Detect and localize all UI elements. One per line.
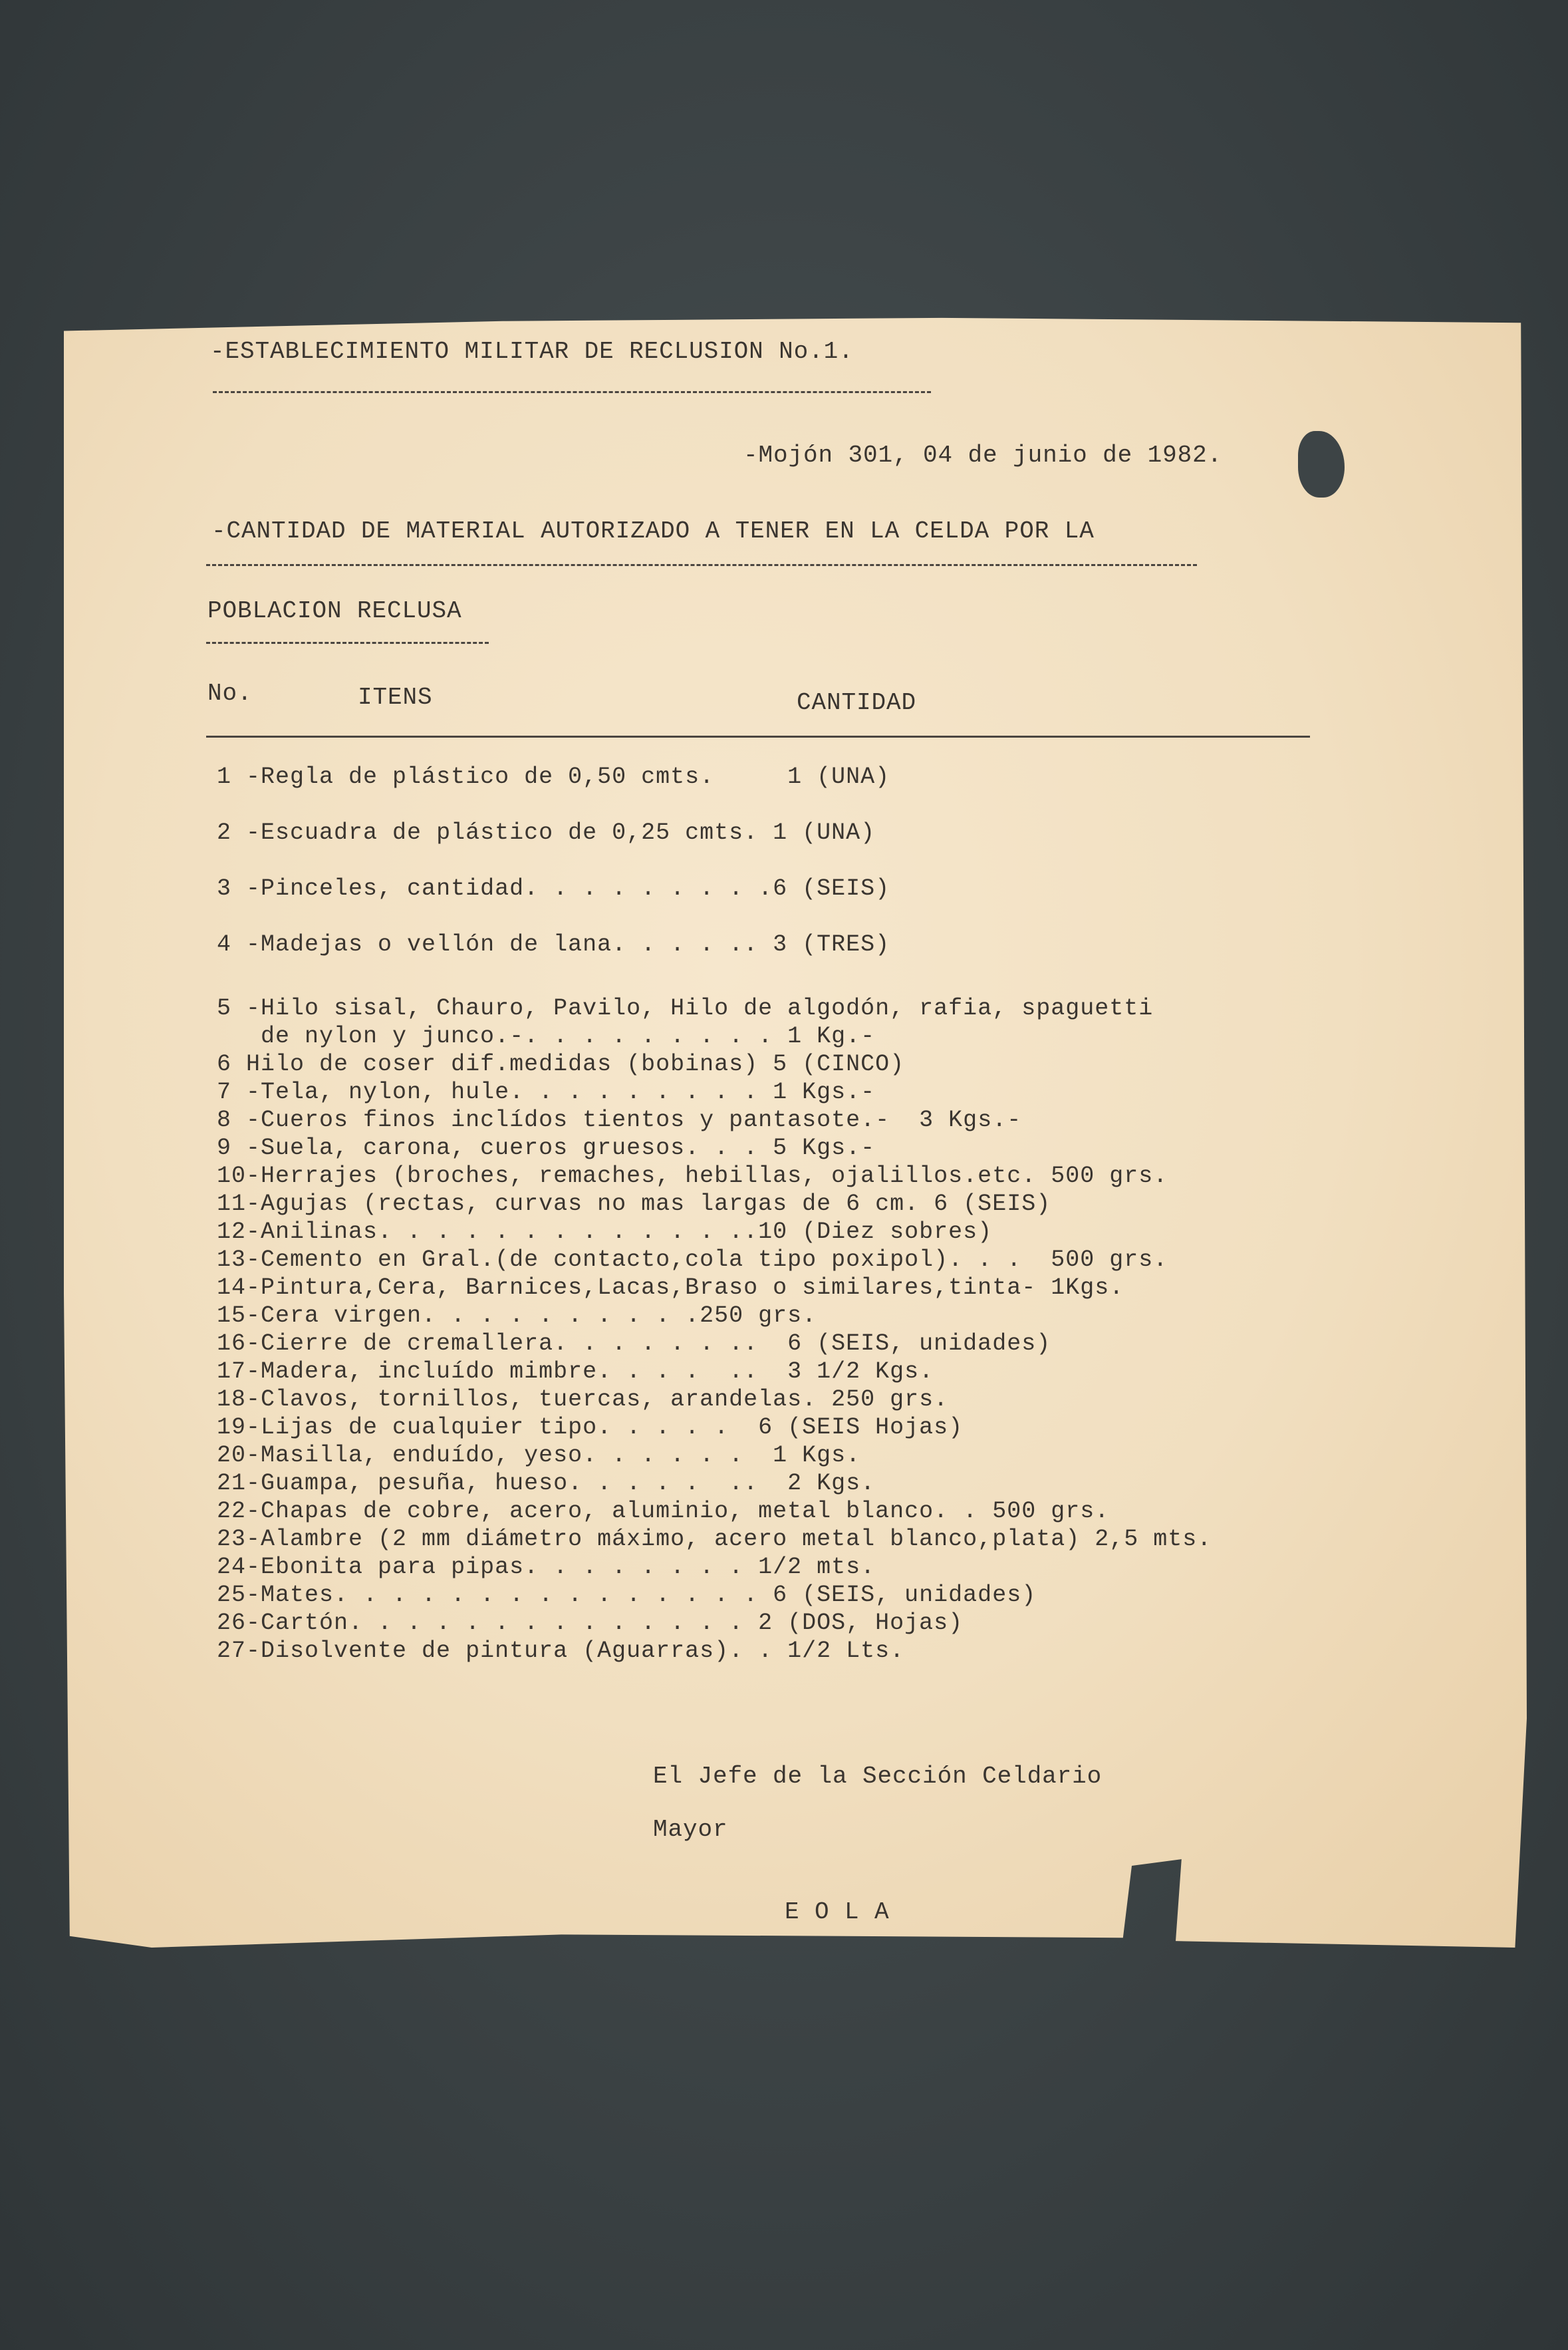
- column-header-rule: [206, 736, 1310, 738]
- list-item: 11-Agujas (rectas, curvas no mas largas de 6 cm. 6 (SEIS): [217, 1191, 1051, 1217]
- list-item: 8 -Cueros finos inclídos tientos y pantasote.- 3 Kgs.-: [217, 1107, 1022, 1133]
- column-no: No.: [207, 680, 253, 707]
- list-item: 5 -Hilo sisal, Chauro, Pavilo, Hilo de algodón, rafia, spaguetti: [217, 995, 1154, 1022]
- list-item: 6 Hilo de coser dif.medidas (bobinas) 5 (CINCO): [217, 1051, 905, 1078]
- list-item: 14-Pintura,Cera, Barnices,Lacas,Braso o similares,tinta- 1Kgs.: [217, 1274, 1124, 1301]
- list-item: de nylon y junco.-. . . . . . . . . 1 Kg.-: [217, 1023, 876, 1050]
- header-underline: [213, 391, 931, 393]
- signature-title: El Jefe de la Sección Celdario: [653, 1763, 1103, 1790]
- items-list: [217, 764, 1212, 1666]
- list-item: 9 -Suela, carona, cueros gruesos. . . 5 Kgs.-: [217, 1135, 876, 1161]
- list-item: 4 -Madejas o vellón de lana. . . . .. 3 (TRES): [217, 931, 890, 958]
- list-item: 7 -Tela, nylon, hule. . . . . . . . . 1 Kgs.-: [217, 1079, 876, 1105]
- list-item: 22-Chapas de cobre, acero, aluminio, metal blanco. . 500 grs.: [217, 1498, 1110, 1525]
- list-item: 1 -Regla de plástico de 0,50 cmts. 1 (UNA): [217, 764, 890, 790]
- list-item: 10-Herrajes (broches, remaches, hebillas, ojalillos.etc. 500 grs.: [217, 1163, 1168, 1189]
- list-item: 20-Masilla, enduído, yeso. . . . . . 1 Kgs.: [217, 1442, 861, 1469]
- list-item: 19-Lijas de cualquier tipo. . . . . 6 (SEIS Hojas): [217, 1414, 964, 1441]
- title2-underline: [206, 642, 489, 644]
- list-item: 3 -Pinceles, cantidad. . . . . . . . .6 (SEIS): [217, 875, 890, 902]
- signature-name: E O L A: [785, 1898, 890, 1926]
- title-underline: [206, 564, 1197, 566]
- list-item: 13-Cemento en Gral.(de contacto,cola tipo poxipol). . . 500 grs.: [217, 1247, 1168, 1273]
- list-item: 25-Mates. . . . . . . . . . . . . . . 6 (SEIS, unidades): [217, 1582, 1037, 1608]
- list-item: 18-Clavos, tornillos, tuercas, arandelas. 250 grs.: [217, 1386, 949, 1413]
- list-item: 21-Guampa, pesuña, hueso. . . . . .. 2 Kgs.: [217, 1470, 876, 1497]
- list-item: 12-Anilinas. . . . . . . . . . . . ..10 (Diez sobres): [217, 1219, 993, 1245]
- institution-header: -ESTABLECIMIENTO MILITAR DE RECLUSION No.1.: [210, 338, 854, 365]
- list-item: 23-Alambre (2 mm diámetro máximo, acero metal blanco,plata) 2,5 mts.: [217, 1526, 1212, 1552]
- list-item: 26-Cartón. . . . . . . . . . . . . . 2 (DOS, Hojas): [217, 1610, 964, 1636]
- list-item: 15-Cera virgen. . . . . . . . . .250 grs.: [217, 1302, 817, 1329]
- signature-rank: Mayor: [653, 1816, 728, 1843]
- list-item: 2 -Escuadra de plástico de 0,25 cmts. 1 (UNA): [217, 819, 876, 846]
- column-items: ITENS: [358, 684, 433, 711]
- place-date: -Mojón 301, 04 de junio de 1982.: [743, 442, 1223, 469]
- list-item: 27-Disolvente de pintura (Aguarras). . 1/2 Lts.: [217, 1638, 905, 1664]
- column-quantity: CANTIDAD: [797, 689, 917, 716]
- list-item: 24-Ebonita para pipas. . . . . . . . 1/2 mts.: [217, 1554, 876, 1580]
- document-title-line1: -CANTIDAD DE MATERIAL AUTORIZADO A TENER EN LA CELDA POR LA: [211, 517, 1095, 545]
- list-item: 16-Cierre de cremallera. . . . . . .. 6 (SEIS, unidades): [217, 1330, 1051, 1357]
- list-item: 17-Madera, incluído mimbre. . . . .. 3 1/2 Kgs.: [217, 1358, 934, 1385]
- document-title-line2: POBLACION RECLUSA: [207, 597, 462, 625]
